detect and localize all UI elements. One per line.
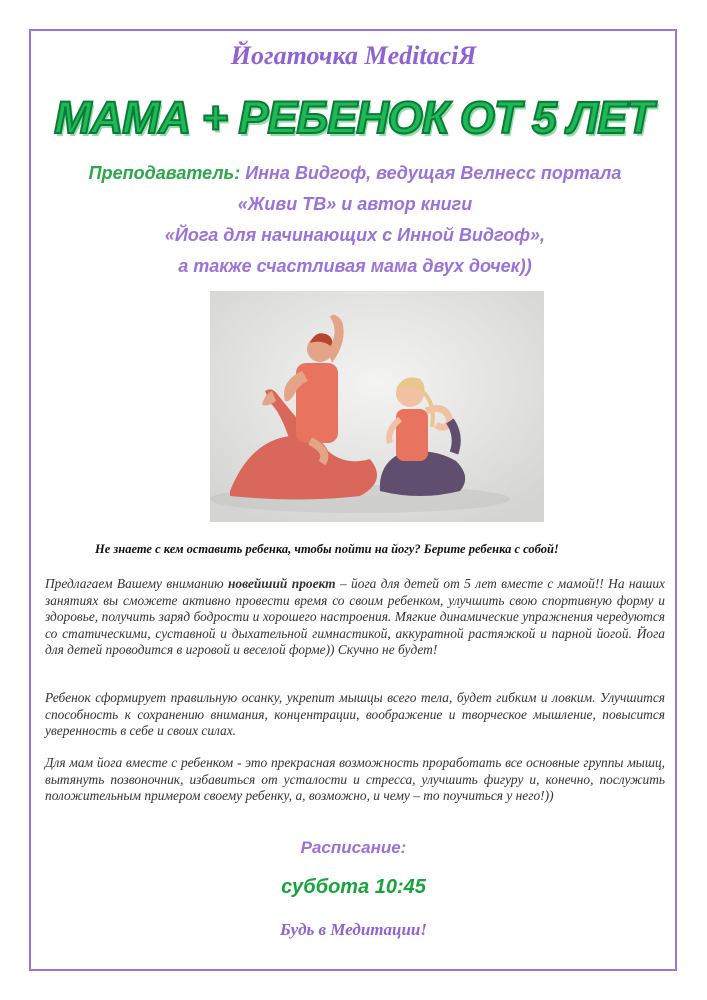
intro-text-rest: – йога для детей от 5 лет вместе с мамой!! На наших занятиях вы сможете активно провести время со своим ребенком, улучшить свою спортивную форму и здоровье, получить заряд бодрости и хорошего настроения. Мягкие динамические упражнения чередуются со статическими, суставной и дыхательной гимнастикой, аккуратной растяжкой и парной йогой. Йога для детей проводится в игровой и веселой форме)) Скучно не будет!	[45, 576, 665, 658]
intro-text-start: Предлагаем Вашему вниманию	[45, 576, 228, 591]
new-project-emphasis: новейший проект	[227, 576, 336, 591]
mother-daughter-yoga-photo	[210, 291, 544, 522]
teacher-line-3: «Йога для начинающих с Инной Видгоф»,	[164, 225, 546, 245]
teacher-label: Преподаватель:	[88, 163, 241, 183]
mom-benefits-paragraph: Для мам йога вместе с ребенком - это прекрасная возможность проработать все основные группы мышц, вытянуть позвоночник, избавиться от усталости и стресса, улучшить фигуру и, конечно, послужить положительным примером своему ребенку, а, возможно, и чему – то поучиться у него!))	[45, 755, 665, 804]
teacher-line-2: «Живи ТВ» и автор книги	[237, 194, 473, 214]
teacher-line-1	[60, 158, 650, 189]
studio-name: Йогаточка MeditacіЯ	[230, 41, 477, 70]
lead-question: Не знаете с кем оставить ребенка, чтобы пойти на йогу? Берите ребенка с собой!	[95, 542, 559, 556]
child-benefits-paragraph: Ребенок сформирует правильную осанку, укрепит мышцы всего тела, будет гибким и ловким. Улучшится способность к сохранению внимания, концентрации, воображение и творческое мышление, повысится уверенность в себе и своих силах.	[45, 690, 665, 739]
intro-paragraph	[45, 576, 665, 659]
schedule-time: суббота 10:45	[281, 876, 426, 898]
teacher-name: Инна Видгоф, ведущая Велнесс портала	[240, 163, 622, 183]
teacher-line-4: а также счастливая мама двух дочек))	[178, 256, 532, 276]
teacher-info	[60, 158, 650, 282]
page-title: МАМА + РЕБЕНОК ОТ 5 ЛЕТ	[54, 92, 653, 143]
schedule-title: Расписание:	[300, 838, 407, 857]
motto: Будь в Медитации!	[280, 920, 427, 939]
